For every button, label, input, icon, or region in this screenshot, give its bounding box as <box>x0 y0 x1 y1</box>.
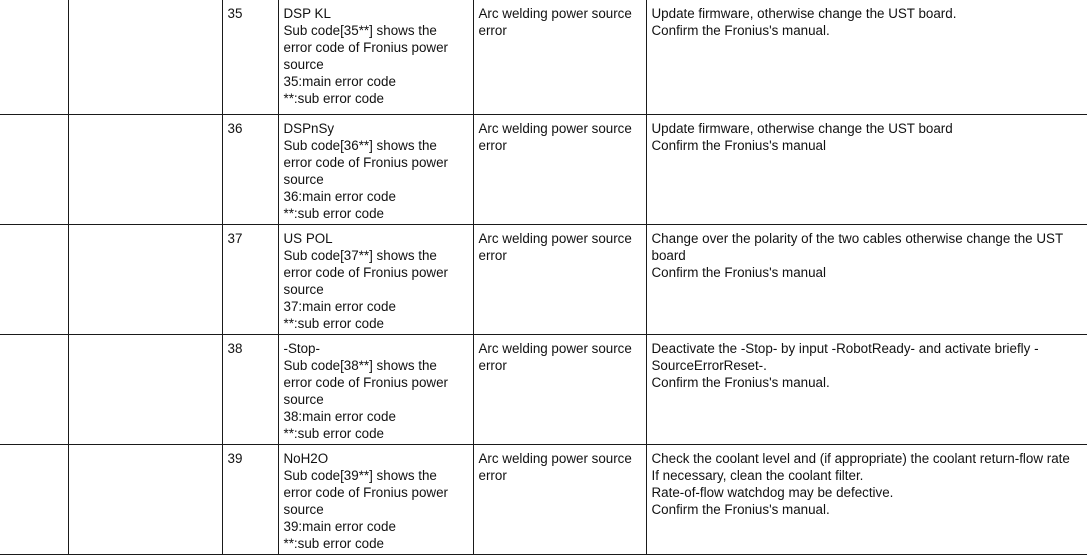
error-name-line: source <box>283 57 324 72</box>
remedy-line: Deactivate the -Stop- by input -RobotReady- and activate briefly - <box>651 341 1039 356</box>
remedy-line: If necessary, clean the coolant filter. <box>651 468 864 483</box>
error-name-line: DSPnSy <box>283 121 335 136</box>
cause-line: error <box>478 248 507 263</box>
cause-line: error <box>478 468 507 483</box>
remedy-line: board <box>651 248 686 263</box>
error-name-line: source <box>283 282 324 297</box>
error-name-line: 37:main error code <box>283 299 396 314</box>
remedy-line: Confirm the Fronius's manual <box>651 138 826 153</box>
remedy-line: Confirm the Fronius's manual. <box>651 375 830 390</box>
cause-line: error <box>478 358 507 373</box>
error-name-line: 36:main error code <box>283 189 396 204</box>
error-name-line: source <box>283 392 324 407</box>
remedy-line: Update firmware, otherwise change the UST board. <box>651 6 957 21</box>
error-name-line: Sub code[35**] shows the <box>283 23 437 38</box>
error-name-line: Sub code[37**] shows the <box>283 248 437 263</box>
table-row <box>0 0 1087 115</box>
remedy-cell <box>646 445 1087 555</box>
table-row <box>0 335 1087 445</box>
error-name-line: Sub code[38**] shows the <box>283 358 437 373</box>
error-name-line: 38:main error code <box>283 409 396 424</box>
cause-line: Arc welding power source <box>478 121 632 136</box>
error-name-line: DSP KL <box>283 6 331 21</box>
cause-cell <box>473 225 646 335</box>
error-name-line: error code of Fronius power <box>283 375 448 390</box>
remedy-line: Confirm the Fronius's manual. <box>651 502 830 517</box>
remedy-line: Confirm the Fronius's manual. <box>651 23 830 38</box>
blank-cell <box>0 225 68 335</box>
remedy-line: Change over the polarity of the two cables otherwise change the UST <box>651 231 1064 246</box>
table-row <box>0 445 1087 555</box>
blank-cell <box>0 445 68 555</box>
error-name-line: 39:main error code <box>283 519 396 534</box>
remedy-line: Rate-of-flow watchdog may be defective. <box>651 485 894 500</box>
error-number: 36 <box>227 121 243 136</box>
blank-cell <box>68 0 222 115</box>
remedy-cell <box>646 335 1087 445</box>
error-name-cell <box>278 335 473 445</box>
remedy-cell <box>646 225 1087 335</box>
error-number: 37 <box>227 231 243 246</box>
cause-line: error <box>478 23 507 38</box>
remedy-line: Check the coolant level and (if appropriate) the coolant return-flow rate <box>651 451 1070 466</box>
error-name-line: **:sub error code <box>283 426 384 441</box>
blank-cell <box>0 115 68 225</box>
error-number-cell <box>222 115 278 225</box>
cause-line: Arc welding power source <box>478 6 632 21</box>
error-number-cell <box>222 225 278 335</box>
table-row <box>0 225 1087 335</box>
error-name-line: error code of Fronius power <box>283 40 448 55</box>
remedy-line: Confirm the Fronius's manual <box>651 265 826 280</box>
error-number: 39 <box>227 451 243 466</box>
error-name-cell <box>278 225 473 335</box>
error-name-line: error code of Fronius power <box>283 155 448 170</box>
error-name-line: source <box>283 502 324 517</box>
cause-cell <box>473 0 646 115</box>
blank-cell <box>68 225 222 335</box>
error-number-cell <box>222 335 278 445</box>
cause-line: Arc welding power source <box>478 451 632 466</box>
remedy-line: SourceErrorReset-. <box>651 358 767 373</box>
error-name-line: 35:main error code <box>283 74 396 89</box>
table-row <box>0 115 1087 225</box>
blank-cell <box>68 115 222 225</box>
error-number-cell <box>222 445 278 555</box>
error-name-cell <box>278 115 473 225</box>
cause-cell <box>473 445 646 555</box>
blank-cell <box>68 335 222 445</box>
error-name-line: **:sub error code <box>283 206 384 221</box>
error-name-line: NoH2O <box>283 451 329 466</box>
cause-line: error <box>478 138 507 153</box>
error-name-cell <box>278 0 473 115</box>
cause-cell <box>473 335 646 445</box>
remedy-cell <box>646 0 1087 115</box>
blank-cell <box>68 445 222 555</box>
error-name-line: source <box>283 172 324 187</box>
error-name-line: US POL <box>283 231 333 246</box>
error-name-line: **:sub error code <box>283 536 384 551</box>
blank-cell <box>0 335 68 445</box>
cause-cell <box>473 115 646 225</box>
remedy-cell <box>646 115 1087 225</box>
error-name-line: error code of Fronius power <box>283 485 448 500</box>
error-number-cell <box>222 0 278 115</box>
error-name-line: error code of Fronius power <box>283 265 448 280</box>
error-name-line: Sub code[39**] shows the <box>283 468 437 483</box>
cause-line: Arc welding power source <box>478 231 632 246</box>
error-name-line: -Stop- <box>283 341 320 356</box>
error-number: 38 <box>227 341 243 356</box>
error-number: 35 <box>227 6 243 21</box>
cause-line: Arc welding power source <box>478 341 632 356</box>
remedy-line: Update firmware, otherwise change the UST board <box>651 121 953 136</box>
blank-cell <box>0 0 68 115</box>
error-name-line: Sub code[36**] shows the <box>283 138 437 153</box>
error-name-line: **:sub error code <box>283 91 384 106</box>
error-name-cell <box>278 445 473 555</box>
error-name-line: **:sub error code <box>283 316 384 331</box>
